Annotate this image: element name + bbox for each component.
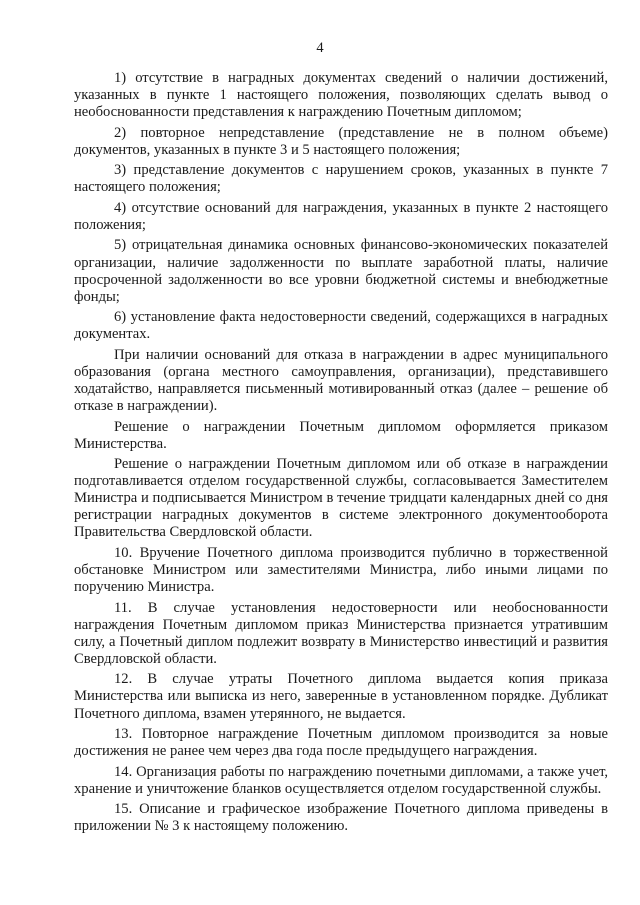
paragraph-item-1: 1) отсутствие в наградных документах сведений о наличии достижений, указанных в пункте 1 настоящего положения, позволяющих сделать вывод о необоснованности представления к награждению Почетным дипломом; [74,70,608,121]
paragraph-section-12: 12. В случае утраты Почетного диплома выдается копия приказа Министерства или выписка из него, заверенные в установленном порядке. Дубликат Почетного диплома, взамен утерянного, не выдается. [74,671,608,722]
paragraph-section-15: 15. Описание и графическое изображение Почетного диплома приведены в приложении № 3 к настоящему положению. [74,801,608,835]
paragraph-item-5: 5) отрицательная динамика основных финансово-экономических показателей организации, наличие задолженности по выплате заработной платы, наличие просроченной задолженности во все уровни бюджетной системы и внебюджетные фонды; [74,237,608,305]
paragraph-section-14: 14. Организация работы по награждению почетными дипломами, а также учет, хранение и уничтожение бланков осуществляется отделом государственной службы. [74,763,608,797]
paragraph-item-2: 2) повторное непредставление (представление не в полном объеме) документов, указанных в пункте 3 и 5 настоящего положения; [74,124,608,158]
paragraph-decision-procedure: Решение о награждении Почетным дипломом или об отказе в награждении подготавливается отделом государственной службы, согласовывается Заместителем Министра и подписывается Министром в течение тридцати календарных дней со дня регистрации наградных документов в системе электронного документооборота Правительства Свердловской области. [74,456,608,541]
paragraph-section-10: 10. Вручение Почетного диплома производится публично в торжественной обстановке Министром или заместителями Министра, либо иными лицами по поручению Министра. [74,544,608,596]
paragraph-item-4: 4) отсутствие оснований для награждения, указанных в пункте 2 настоящего положения; [74,199,608,233]
paragraph-item-3: 3) представление документов с нарушением сроков, указанных в пункте 7 настоящего положения; [74,162,608,196]
paragraph-award-order: Решение о награждении Почетным дипломом оформляется приказом Министерства. [74,418,608,452]
document-body [74,70,608,839]
page-number: 4 [316,40,324,56]
paragraph-section-11: 11. В случае установления недостоверности или необоснованности награждения Почетным дипломом приказ Министерства признается утратившим силу, а Почетный диплом подлежит возврату в Министерство инвестиций и развития Свердловской области. [74,599,608,667]
paragraph-refusal-notice: При наличии оснований для отказа в награждении в адрес муниципального образования (органа местного самоуправления, организации), представившего ходатайство, направляется письменный мотивированный отказ (далее – решение об отказе в награждении). [74,346,608,415]
paragraph-section-13: 13. Повторное награждение Почетным дипломом производится за новые достижения не ранее чем через два года после предыдущего награждения. [74,726,608,760]
paragraph-item-6: 6) установление факта недостоверности сведений, содержащихся в наградных документах. [74,309,608,343]
